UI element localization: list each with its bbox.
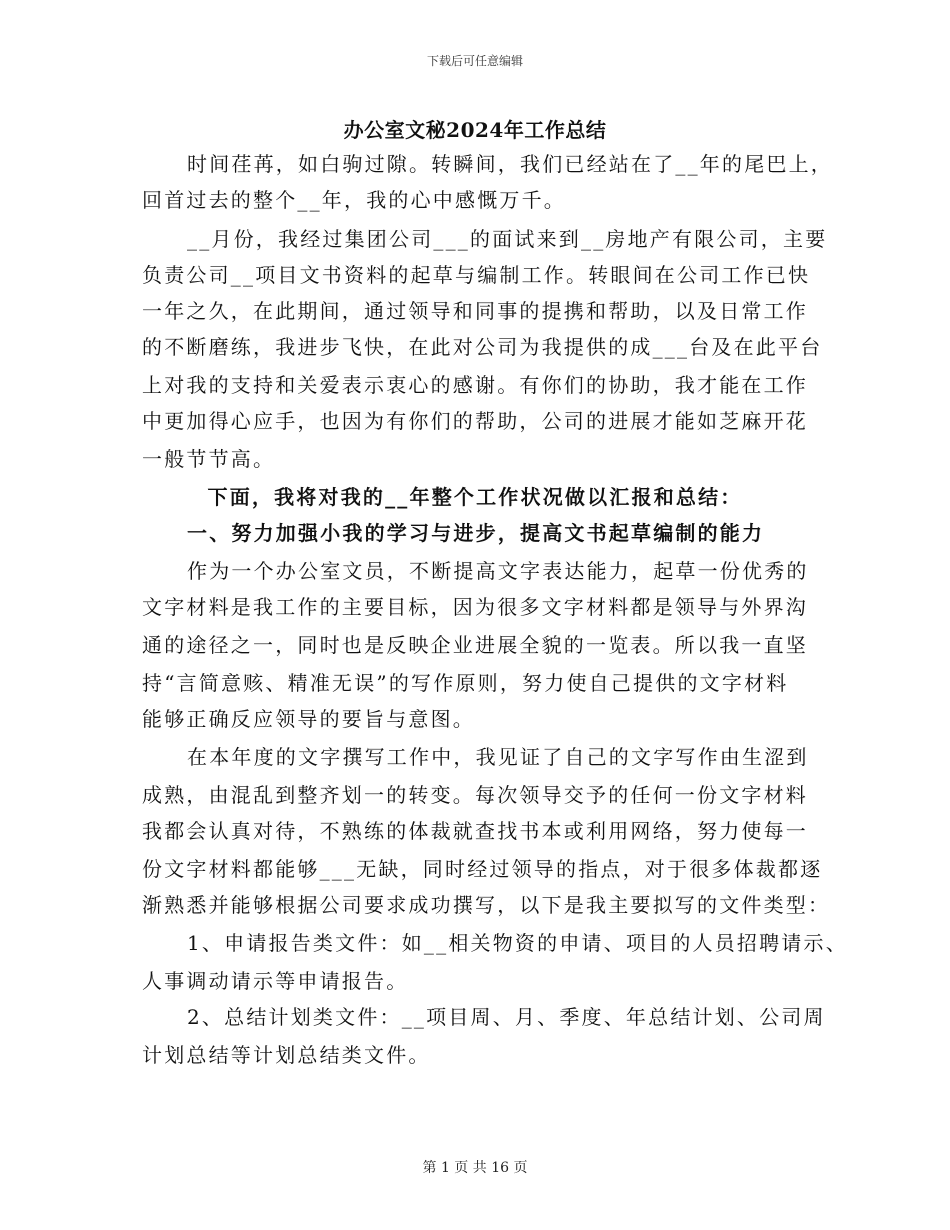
- body-line: 能够正确反应领导的要旨与意图。: [142, 707, 475, 731]
- body-line: 在本年度的文字撰写工作中，我见证了自己的文字写作由生涩到: [187, 745, 809, 769]
- body-line: 上对我的支持和关爱表示衷心的感谢。有你们的协助，我才能在工作: [142, 373, 808, 397]
- document-title: 办公室文秘2024年工作总结: [343, 118, 607, 142]
- body-line: __月份，我经过集团公司___的面试来到__房地产有限公司，主要: [187, 227, 828, 251]
- list-item-continuation: 人事调动请示等申请报告。: [142, 969, 409, 993]
- page-header: 下载后可任意编辑: [426, 54, 523, 68]
- section-heading: 一、努力加强小我的学习与进步，提高文书起草编制的能力: [187, 521, 765, 545]
- body-line: 渐熟悉并能够根据公司要求成功撰写，以下是我主要拟写的文件类型：: [142, 893, 831, 917]
- list-item: 2、总结计划类文件：__项目周、月、季度、年总结计划、公司周: [187, 1005, 826, 1029]
- body-line: 一年之久，在此期间，通过领导和同事的提携和帮助，以及日常工作: [142, 299, 808, 323]
- body-line: 时间荏苒，如白驹过隙。转瞬间，我们已经站在了__年的尾巴上，: [187, 152, 833, 176]
- list-item-continuation: 计划总结等计划总结类文件。: [142, 1043, 431, 1067]
- body-line: 一般节节高。: [142, 447, 276, 471]
- body-line: 我都会认真对待，不熟练的体裁就查找书本或利用网络，努力使每一: [142, 819, 808, 843]
- body-line: 成熟，由混乱到整齐划一的转变。每次领导交予的任何一份文字材料: [142, 783, 808, 807]
- list-item: 1、申请报告类文件：如__相关物资的申请、项目的人员招聘请示、: [187, 931, 848, 955]
- body-line: 中更加得心应手，也因为有你们的帮助，公司的进展才能如芝麻开花: [142, 409, 808, 433]
- body-line: 回首过去的整个__年，我的心中感慨万千。: [142, 188, 566, 212]
- body-line: 持“言简意赅、精准无误”的写作原则，努力使自己提供的文字材料: [142, 671, 789, 695]
- body-line: 份文字材料都能够___无缺，同时经过领导的指点，对于很多体裁都逐: [142, 857, 823, 881]
- body-line: 负责公司__项目文书资料的起草与编制工作。转眼间在公司工作已快: [142, 263, 811, 287]
- body-line: 通的途径之一，同时也是反映企业进展全貌的一览表。所以我一直坚: [142, 633, 808, 657]
- section-intro: 下面，我将对我的__年整个工作状况做以汇报和总结：: [207, 485, 743, 509]
- body-line: 作为一个办公室文员，不断提高文字表达能力，起草一份优秀的: [187, 559, 809, 583]
- body-line: 的不断磨练，我进步飞快，在此对公司为我提供的成___台及在此平台: [142, 335, 823, 359]
- page-footer: 第 1 页 共 16 页: [422, 1160, 528, 1176]
- body-line: 文字材料是我工作的主要目标，因为很多文字材料都是领导与外界沟: [142, 595, 808, 619]
